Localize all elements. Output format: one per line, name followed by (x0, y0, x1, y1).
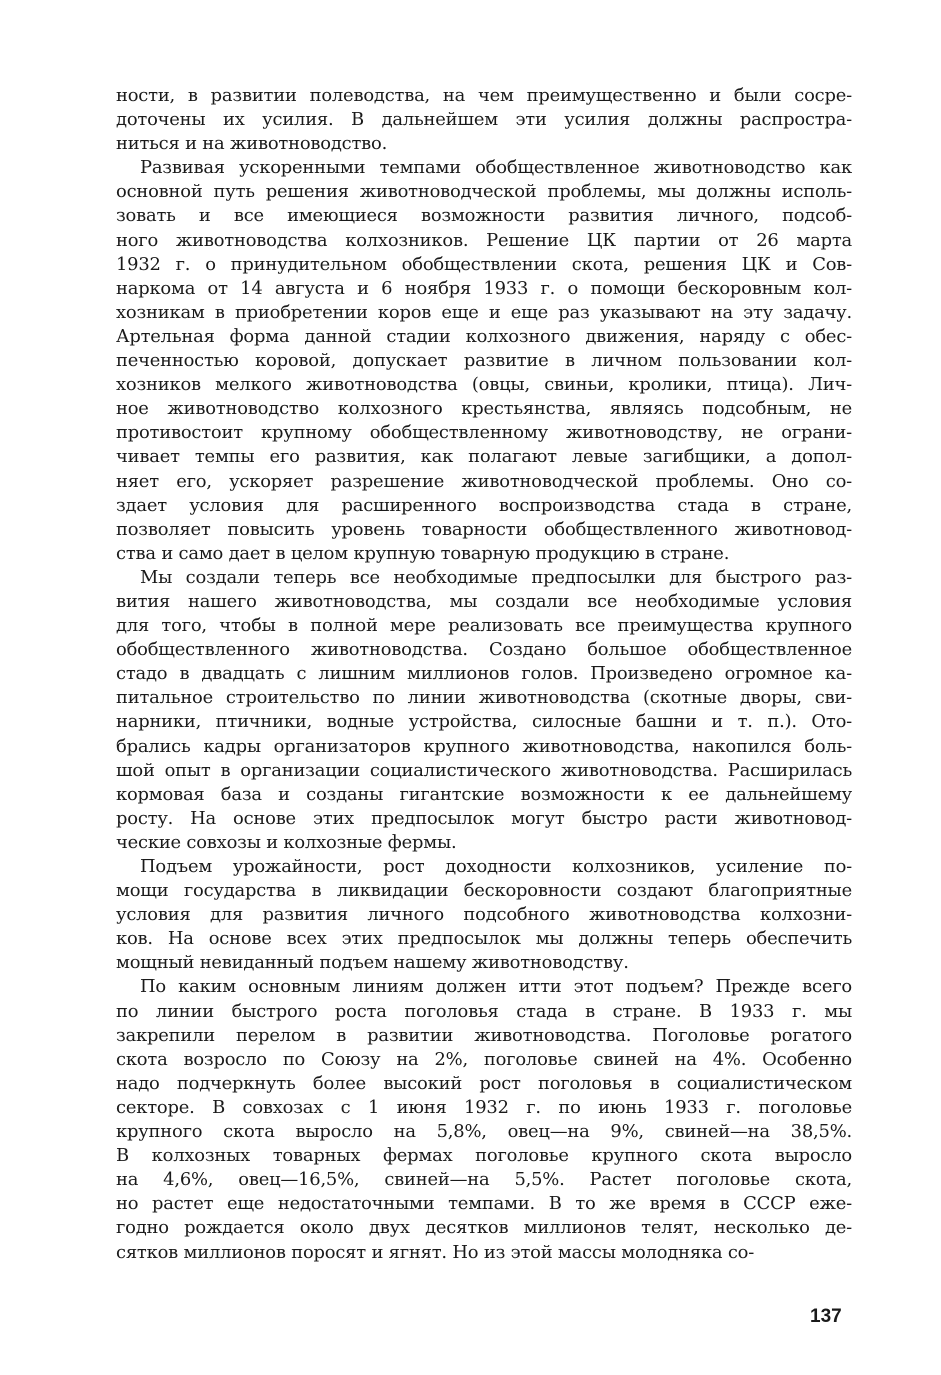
text-line: наркома от 14 августа и 6 ноября 1933 г. о помощи бескоровным кол- (116, 277, 852, 299)
text-line: ности, в развитии полеводства, на чем преимущественно и были сосре- (116, 85, 852, 106)
text-line: ков. На основе всех этих предпосылок мы должны теперь обеспечить (116, 928, 852, 950)
paragraph (116, 156, 852, 566)
text-line: условия для развития личного подсобного животноводства колхозни- (116, 904, 852, 926)
paragraph (116, 975, 852, 1264)
text-line: хозников мелкого животноводства (овцы, свиньи, кролики, птица). Лич- (116, 374, 852, 396)
paragraph (116, 566, 852, 855)
text-line: питальное строительство по линии животноводства (скотные дворы, сви- (116, 687, 852, 709)
text-line: доточены их усилия. В дальнейшем эти усилия должны распростра- (116, 109, 852, 131)
text-line: кормовая база и созданы гигантские возможности к ее дальнейшему (116, 783, 852, 805)
text-line: ческие совхозы и колхозные фермы. (116, 831, 457, 853)
text-line: противостоит крупному обобществленному животноводству, не ограни- (116, 422, 852, 444)
page-number: 137 (810, 1306, 842, 1327)
text-line: надо подчеркнуть более высокий рост поголовья в социалистическом (116, 1072, 852, 1094)
text-line: сятков миллионов поросят и ягнят. Но из этой массы молодняка со- (116, 1241, 755, 1263)
body-text (116, 84, 852, 1265)
text-line: росту. На основе этих предпосылок могут быстро расти животновод- (116, 807, 852, 829)
text-line: ства и само дает в целом крупную товарную продукцию в стране. (116, 542, 730, 564)
text-line: брались кадры организаторов крупного животноводства, накопился боль- (116, 735, 852, 757)
text-line: на 4,6%, овец—16,5%, свиней—на 5,5%. Растет поголовье скота, (116, 1169, 852, 1191)
text-line: основной путь решения животноводческой проблемы, мы должны исполь- (116, 181, 852, 203)
text-line: для того, чтобы в полной мере реализовать все преимущества крупного (116, 615, 852, 637)
text-line: закрепили перелом в развитии животноводства. Поголовье рогатого (116, 1024, 852, 1046)
text-line: 1932 г. о принудительном обобществлении скота, решения ЦК и Сов- (116, 253, 852, 275)
text-line: Подъем урожайности, рост доходности колхозников, усиление по- (140, 856, 852, 877)
text-line: по линии быстрого роста поголовья стада в стране. В 1933 г. мы (116, 1000, 852, 1022)
text-line: шой опыт в организации социалистического животноводства. Расширилась (116, 759, 852, 781)
text-line: В колхозных товарных фермах поголовье крупного скота выросло (116, 1145, 852, 1167)
text-line: ного животноводства колхозников. Решение ЦК партии от 26 марта (116, 229, 852, 251)
text-line: мощный невиданный подъем нашему животноводству. (116, 952, 629, 974)
paragraph (116, 855, 852, 975)
text-line: чивает темпы его развития, как полагают левые загибщики, а допол- (116, 446, 852, 468)
text-line: секторе. В совхозах с 1 июня 1932 г. по июнь 1933 г. поголовье (116, 1096, 852, 1118)
text-line: По каким основным линиям должен итти этот подъем? Прежде всего (140, 976, 852, 998)
text-line: годно рождается около двух десятков миллионов телят, несколько де- (116, 1217, 852, 1239)
text-line: скота возросло по Союзу на 2%, поголовье свиней на 4%. Особенно (116, 1048, 852, 1070)
text-line: Артельная форма данной стадии колхозного движения, наряду с обес- (116, 325, 852, 347)
text-line: печенностью коровой, допускает развитие в личном пользовании кол- (116, 350, 852, 372)
text-line: обобществленного животноводства. Создано большое обобществленное (116, 639, 852, 661)
text-line: ное животноводство колхозного крестьянства, являясь подсобным, не (116, 398, 852, 420)
text-line: хозникам в приобретении коров еще и еще раз указывают на эту задачу. (116, 301, 852, 323)
text-line: крупного скота выросло на 5,8%, овец—на 9%, свиней—на 38,5%. (116, 1121, 852, 1143)
text-line: зовать и все имеющиеся возможности развития личного, подсоб- (116, 205, 852, 227)
text-line: стадо в двадцать с лишним миллионов голов. Произведено огромное ка- (116, 663, 852, 685)
text-line: ниться и на животноводство. (116, 133, 388, 155)
paragraph (116, 84, 852, 156)
text-line: Развивая ускоренными темпами обобществленное животноводство как (140, 157, 852, 179)
text-line: няет его, ускоряет разрешение животноводческой проблемы. Оно со- (116, 470, 852, 492)
text-line: нарники, птичники, водные устройства, силосные башни и т. п.). Ото- (116, 711, 852, 733)
text-line: здает условия для расширенного воспроизводства стада в стране, (116, 494, 852, 516)
text-line: позволяет повысить уровень товарности обобществленного животновод- (116, 518, 852, 540)
text-line: но растет еще недостаточными темпами. В то же время в СССР еже- (116, 1193, 852, 1215)
text-line: мощи государства в ликвидации бескоровности создают благоприятные (116, 880, 852, 902)
text-line: Мы создали теперь все необходимые предпосылки для быстрого раз- (140, 566, 852, 588)
text-line: вития нашего животноводства, мы создали все необходимые условия (116, 590, 852, 612)
